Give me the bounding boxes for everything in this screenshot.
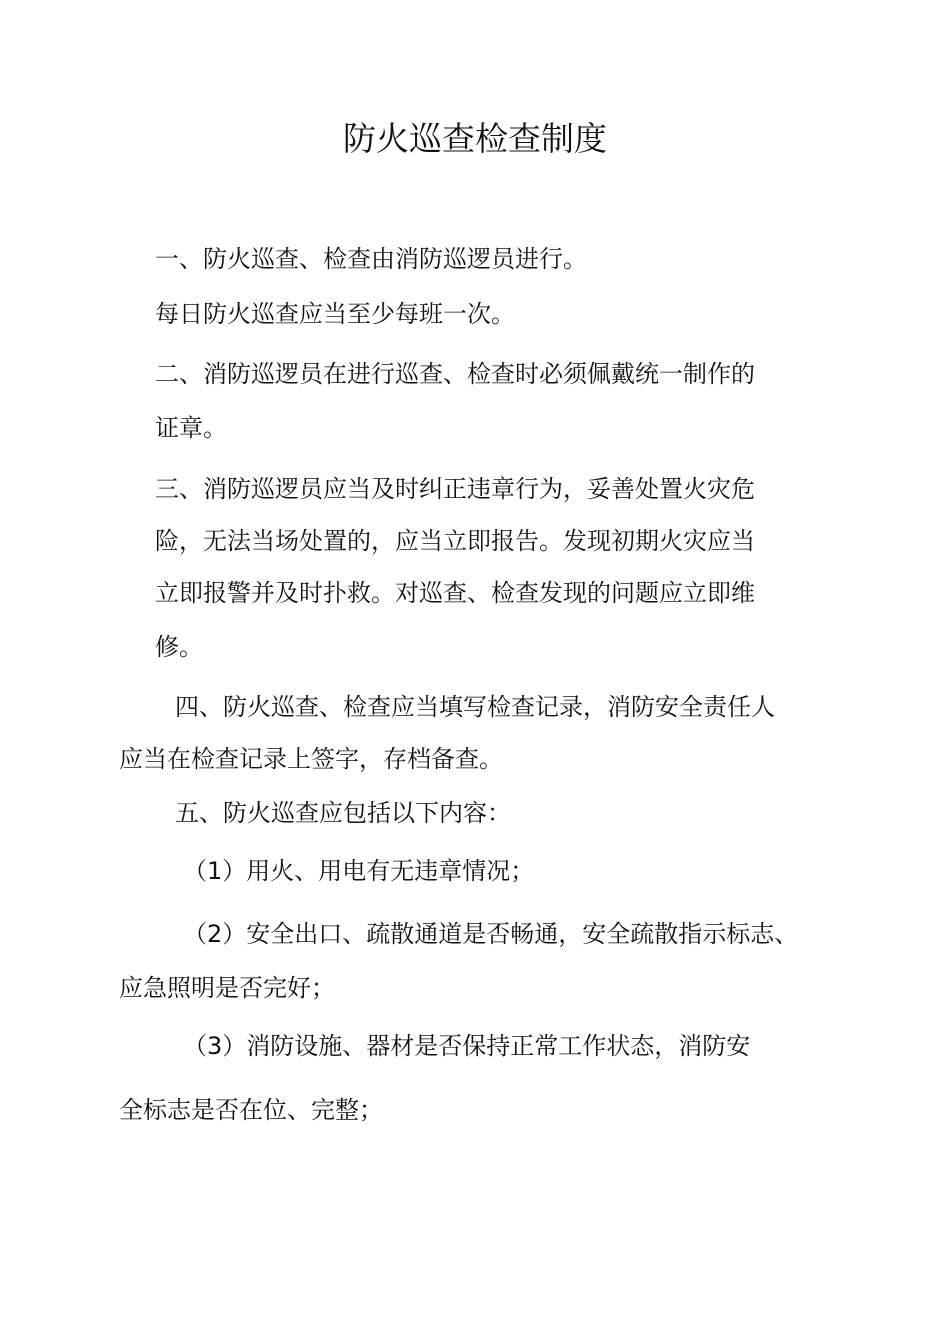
document-title: 防火巡查检查制度 [343, 119, 607, 158]
rule-1-line-2: 每日防火巡查应当至少每班一次。 [155, 300, 515, 328]
rule-3-line-4: 修。 [155, 633, 203, 661]
rule-4-line-2: 应当在检查记录上签字，存档备查。 [119, 745, 503, 773]
rule-3-line-3: 立即报警并及时扑救。对巡查、检查发现的问题应立即维 [155, 579, 755, 607]
item-3-line-1: （3）消防设施、器材是否保持正常工作状态，消防安 [183, 1032, 751, 1060]
rule-2-line-1: 二、消防巡逻员在进行巡查、检查时必须佩戴统一制作的 [155, 360, 755, 388]
item-2-line-2: 应急照明是否完好； [119, 974, 335, 1002]
item-3-line-2: 全标志是否在位、完整； [119, 1096, 383, 1124]
rule-3-line-1: 三、消防巡逻员应当及时纠正违章行为，妥善处置火灾危 [155, 475, 755, 503]
rule-5-line-1: 五、防火巡查应包括以下内容： [175, 799, 511, 827]
rule-4-line-1: 四、防火巡查、检查应当填写检查记录，消防安全责任人 [175, 693, 775, 721]
rule-3-line-2: 险，无法当场处置的，应当立即报告。发现初期火灾应当 [155, 527, 755, 555]
item-1-line-1: （1）用火、用电有无违章情况； [183, 857, 535, 885]
rule-1-line-1: 一、防火巡查、检查由消防巡逻员进行。 [155, 245, 587, 273]
item-2-line-1: （2）安全出口、疏散通道是否畅通，安全疏散指示标志、 [183, 920, 799, 948]
rule-2-line-2: 证章。 [155, 414, 227, 442]
